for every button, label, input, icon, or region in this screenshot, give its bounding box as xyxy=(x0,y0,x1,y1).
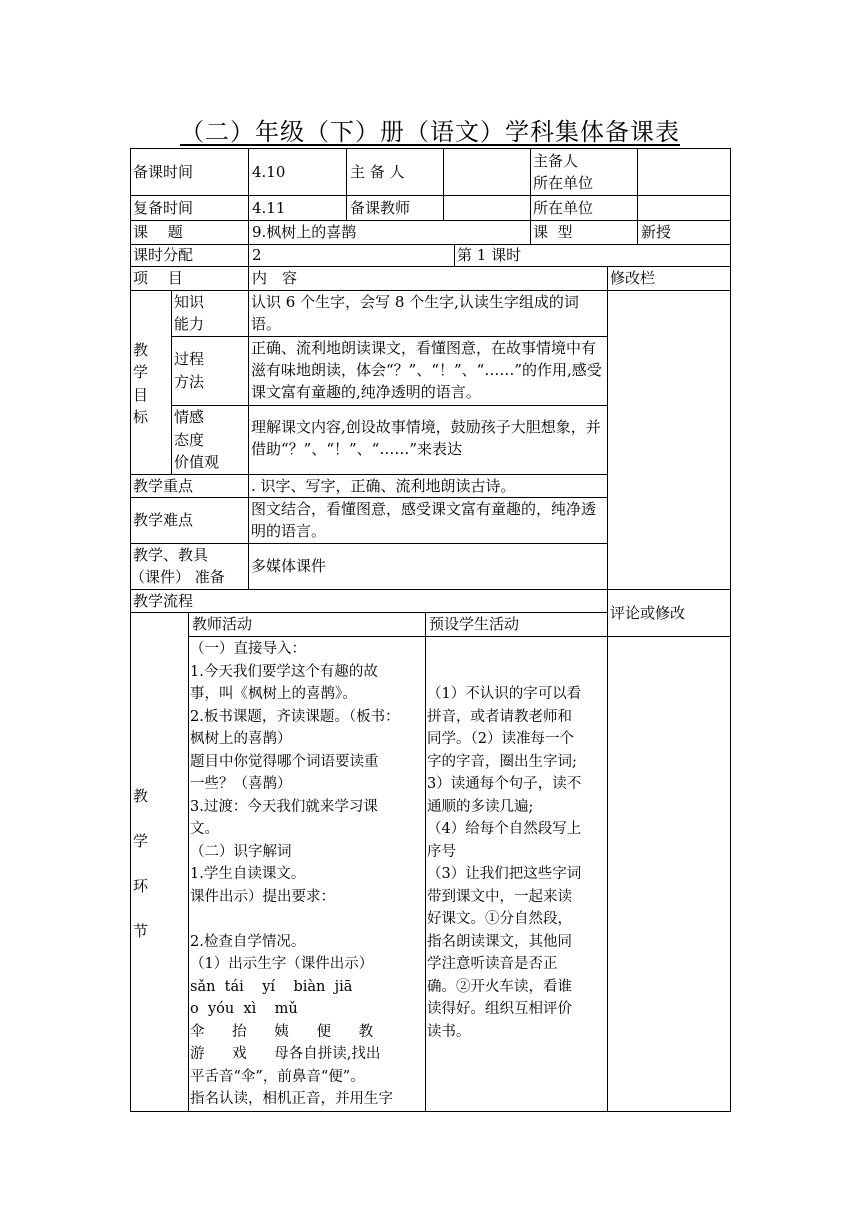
objective-label-process-2: 方法 xyxy=(174,373,205,391)
teacher-activity-line: 2.检查自学情况。 xyxy=(190,933,306,950)
lead-unit-label-line2: 所在单位 xyxy=(533,174,594,192)
student-activity-line: 好课文。①分自然段， xyxy=(427,911,572,927)
item-label: 项 目 xyxy=(133,269,183,287)
topic-value: 9.枫树上的喜鹊 xyxy=(252,223,357,241)
objective-label-knowledge-2: 能力 xyxy=(174,315,205,333)
student-activity-line: 学注意听读音是否正 xyxy=(427,956,558,972)
comment-column-label: 评论或修改 xyxy=(610,604,686,622)
objective-label-knowledge-1: 知识 xyxy=(174,293,205,311)
objectives-char: 教 xyxy=(133,341,149,359)
process-section-char: 环 xyxy=(133,877,149,895)
review-time-value: 4.11 xyxy=(252,199,286,217)
hours-value: 2 xyxy=(252,246,262,264)
teacher-activity-line: 游 戏 母各自拼读,找出 xyxy=(190,1046,381,1062)
page-title-text: （二）年级（下）册（语文）学科集体备课表 xyxy=(180,118,680,146)
teacher-activity-line: 题目中你觉得哪个词语要读重 xyxy=(190,753,379,770)
difficulty-text: 图文结合，看懂图意，感受课文富有童趣的，纯净透明的语言。 xyxy=(251,500,597,540)
process-section-char: 节 xyxy=(133,922,149,940)
page-title xyxy=(0,112,860,147)
review-teacher-label: 备课教师 xyxy=(350,199,411,217)
teacher-activity-line: （二）识字解词 xyxy=(190,843,292,860)
student-activity-line: 序号 xyxy=(427,843,456,860)
teacher-activity-line: sǎn tái yí biàn jiā xyxy=(190,978,353,995)
teacher-activity-line: （1）出示生字（课件出示） xyxy=(190,956,374,972)
student-activity-line xyxy=(427,638,607,661)
tools-text: 多媒体课件 xyxy=(251,557,327,575)
teacher-activity-line: 2.板书课题，齐读课题。（板书： xyxy=(190,708,400,725)
objectives-char: 目 xyxy=(133,386,149,404)
focus-text: . 识字、写字，正确、流利地朗读古诗。 xyxy=(251,477,516,495)
objective-label-emotion-2: 态度 xyxy=(174,431,205,449)
prep-time-label: 备课时间 xyxy=(133,163,194,181)
teacher-activity-line: o yóu xì mǔ xyxy=(190,1001,298,1017)
hours-label: 课时分配 xyxy=(133,246,194,264)
lead-unit-label-line1: 主备人 xyxy=(533,152,579,170)
teacher-activity-line: 一些？（喜鹊） xyxy=(190,776,292,792)
objectives-char: 标 xyxy=(133,408,149,426)
objective-process-text: 正确、流利地朗读课文，看懂图意，在故事情境中有滋有味地朗读，体会“？”、“！”、“……”的作用,感受课文富有童趣的,纯净透明的语言。 xyxy=(251,339,602,401)
objectives-char: 学 xyxy=(133,363,149,381)
student-activity-line: （3）让我们把这些字词 xyxy=(427,866,582,882)
lesson-type-label: 课 型 xyxy=(533,223,573,241)
teacher-activity-line: 事，叫《枫树上的喜鹊》。 xyxy=(190,686,357,702)
student-activity-line: 字的字音，圈出生字词; xyxy=(427,753,577,770)
student-activity-line xyxy=(427,661,607,684)
student-activity-line: 带到课文中，一起来读 xyxy=(427,888,572,905)
tools-label-line1: 教学、教具 xyxy=(133,546,209,564)
process-section-char: 教 xyxy=(133,787,149,805)
teacher-activity-line: 平舌音“伞”，前鼻音“便”。 xyxy=(190,1068,365,1085)
teacher-activity-line xyxy=(190,908,426,931)
teacher-activity-line: （一）直接导入： xyxy=(190,641,306,657)
objective-label-emotion-1: 情感 xyxy=(174,408,205,426)
process-label: 教学流程 xyxy=(133,592,194,610)
objective-knowledge-text: 认识 6 个生字，会写 8 个生字,认读生字组成的词语。 xyxy=(251,293,579,333)
student-activity-line: 确。②开火车读，看谁 xyxy=(427,978,572,995)
prep-time-value: 4.10 xyxy=(252,163,286,181)
objective-label-process-1: 过程 xyxy=(174,350,205,368)
student-activity-line: （1）不认识的字可以看 xyxy=(427,686,582,702)
teacher-activity-line: 伞 抬 姨 便 教 xyxy=(190,1023,374,1040)
objective-label-emotion-3: 价值观 xyxy=(174,453,220,471)
student-activity-header: 预设学生活动 xyxy=(429,615,520,633)
student-activity-line: 同学。（2）读准每一个 xyxy=(427,731,574,747)
teacher-activity-line: 1.今天我们要学这个有趣的故 xyxy=(190,663,378,680)
student-activity-line: （4）给每个自然段写上 xyxy=(427,821,582,837)
topic-label: 课 题 xyxy=(133,223,183,241)
difficulty-label: 教学难点 xyxy=(133,511,194,529)
review-time-label: 复备时间 xyxy=(133,199,194,217)
teacher-activity-line: 指名认读，相机正音，并用生字 xyxy=(190,1091,393,1107)
student-activity-line: 读得好。组织互相评价 xyxy=(427,1001,572,1017)
teacher-activity-line: 枫树上的喜鹊） xyxy=(190,731,292,747)
tools-label-line2: （课件） 准备 xyxy=(130,568,225,586)
teacher-activity-header: 教师活动 xyxy=(192,615,253,633)
lesson-type-value: 新授 xyxy=(641,223,672,241)
student-activity-line: 通顺的多读几遍; xyxy=(427,798,534,815)
focus-label: 教学重点 xyxy=(133,477,194,495)
student-activity-line: 读书。 xyxy=(427,1023,471,1040)
content-label: 内 容 xyxy=(252,269,298,287)
student-activity-text xyxy=(427,638,607,1043)
student-activity-line: 指名朗读课文，其他同 xyxy=(427,933,572,950)
lead-preparer-label: 主 备 人 xyxy=(350,163,405,181)
revise-column-label: 修改栏 xyxy=(610,269,656,287)
student-activity-line: 3）读通每个句子，读不 xyxy=(427,776,582,792)
unit-label: 所在单位 xyxy=(533,199,594,217)
teacher-activity-line: 1.学生自读课文。 xyxy=(190,866,306,882)
teacher-activity-line: 课件出示）提出要求： xyxy=(190,888,335,905)
session-value: 第 1 课时 xyxy=(457,246,522,264)
teacher-activity-text xyxy=(190,638,426,1111)
process-section-char: 学 xyxy=(133,832,149,850)
teacher-activity-line: 3.过渡：今天我们就来学习课 xyxy=(190,798,378,815)
objective-emotion-text: 理解课文内容,创设故事情境，鼓励孩子大胆想象，并借助“？”、“！”、“……”来表达 xyxy=(251,418,601,458)
student-activity-line: 拼音，或者请教老师和 xyxy=(427,708,572,725)
teacher-activity-line: 文。 xyxy=(190,821,219,837)
